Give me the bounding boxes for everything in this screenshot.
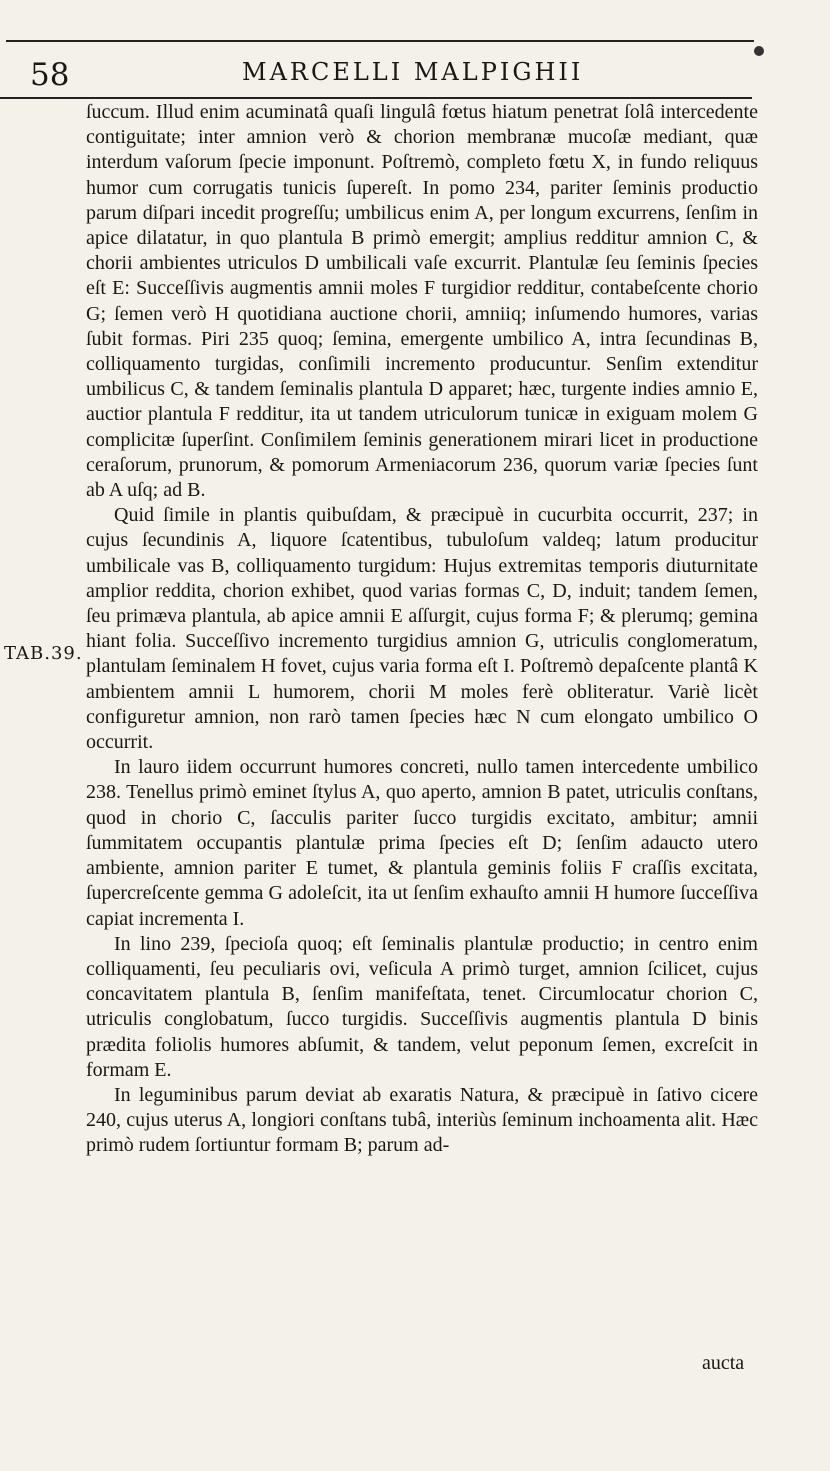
header-rule-top (6, 40, 754, 42)
paragraph-5: In leguminibus parum deviat ab exaratis Natura, & præcipuè in ſativo cicere 240, cujus uterus A, longiori conſtans tubâ, interiùs ſeminum inchoamenta alit. Hæc primò rudem ſortiuntur formam B; parum ad- (86, 1083, 758, 1157)
running-head: MARCELLI MALPIGHII (242, 58, 584, 86)
paragraph-2: Quid ſimile in plantis quibuſdam, & præcipuè in cucurbita occurrit, 237; in cujus ſecundinis A, liquore ſcatentibus, tubuloſum valdeq; latum producitur umbilicale vas B, colliquamento turgidum: Hujus extremitas temporis diuturnitate amplior reddita, chorion exhibet, quod varias formas C, D, induit; tandem ſemen, ſeu primæva plantula, ab apice amnii E aſſurgit, cujus forma F; & plerumq; gemina hiant folia. Succeſſivo incremento turgidius amnion G, utriculis conglomeratum, plantulam ſeminalem H fovet, cujus varia forma eſt I. Poſtremò depaſcente plantâ K ambientem amnii L humorem, chorii M moles ferè obliteratur. Variè licèt configuretur amnion, non rarò tamen ſpecies hæc N cum elongato umbilico O occurrit. (86, 504, 758, 754)
margin-note-plate: TAB.39. (4, 643, 83, 664)
paragraph-1: ſuccum. Illud enim acuminatâ quaſi lingulâ fœtus hiatum penetrat ſolâ intercedente contiguitate; inter amnion verò & chorion membranæ mucoſæ mediant, quæ interdum vaſorum ſpecie imponunt. Poſtremò, completo fœtu X, in fundo reliquus humor cum corrugatis tunicis ſupereſt. In pomo 234, pariter ſeminis productio parum diſpari incedit progreſſu; umbilicus enim A, per longum excurrens, ſenſim in apice dilatatur, in quo plantula B primò emergit; amplius redditur amnion C, & chorii ambientes utriculos D umbilicali vaſe excurrit. Plantulæ ſeu ſeminis ſpecies eſt E: Succeſſivis augmentis amnii moles F turgidior redditur, contabeſcente chorio G; ſemen verò H quotidiana auctione chorii, amniiq; inſumendo humores, varias ſubit formas. Piri 235 quoq; ſemina, emergente umbilico A, intra ſecundinas B, colliquamento turgidas, conſimili incremento producuntur. Senſim extenditur umbilicus C, & tandem ſeminalis plantula D apparet; hæc, turgente indies amnio E, auctior plantula F redditur, ita ut tandem utriculorum tunicæ in exiguam molem G complicitæ ſuperſint. Conſimilem ſeminis generationem mirari licet in productione ceraſorum, prunorum, & pomorum Armeniacorum 236, quorum variæ ſpecies ſunt ab A uſq; ad B. (86, 101, 758, 502)
body-text (86, 100, 758, 1159)
ink-spot (754, 46, 764, 56)
header-rule-bottom (0, 97, 752, 99)
paragraph-4: In lino 239, ſpecioſa quoq; eſt ſeminalis plantulæ productio; in centro enim colliquamenti, ſeu peculiaris ovi, veſicula A primò turget, amnion ſcilicet, cujus concavitatem plantula B, ſenſim manifeſtata, tenet. Circumlocatur chorion C, utriculis conglobatum, ſucco turgidis. Succeſſivis augmentis plantula D binis prædita foliolis humores abſumit, & tandem, velut peponum ſemen, excreſcit in formam E. (86, 932, 758, 1081)
catchword: aucta (702, 1352, 745, 1374)
page-number: 58 (30, 57, 70, 93)
paragraph-3: In lauro iidem occurrunt humores concreti, nullo tamen intercedente umbilico 238. Tenellus primò eminet ſtylus A, quo aperto, amnion B patet, utriculis conſtans, quod in chorio C, ſacculis pariter ſucco turgidis excitato, ambitur; amnii ſummitatem occupantis plantulæ prima ſpecies eſt D; ſenſim adaucto utero ambiente, amnion pariter E tumet, & plantula geminis foliis F craſſis excitata, ſupercreſcente gemma G adoleſcit, ita ut ſenſim exhauſto amnii H humore ſucceſſiva capiat incrementa I. (86, 756, 758, 930)
